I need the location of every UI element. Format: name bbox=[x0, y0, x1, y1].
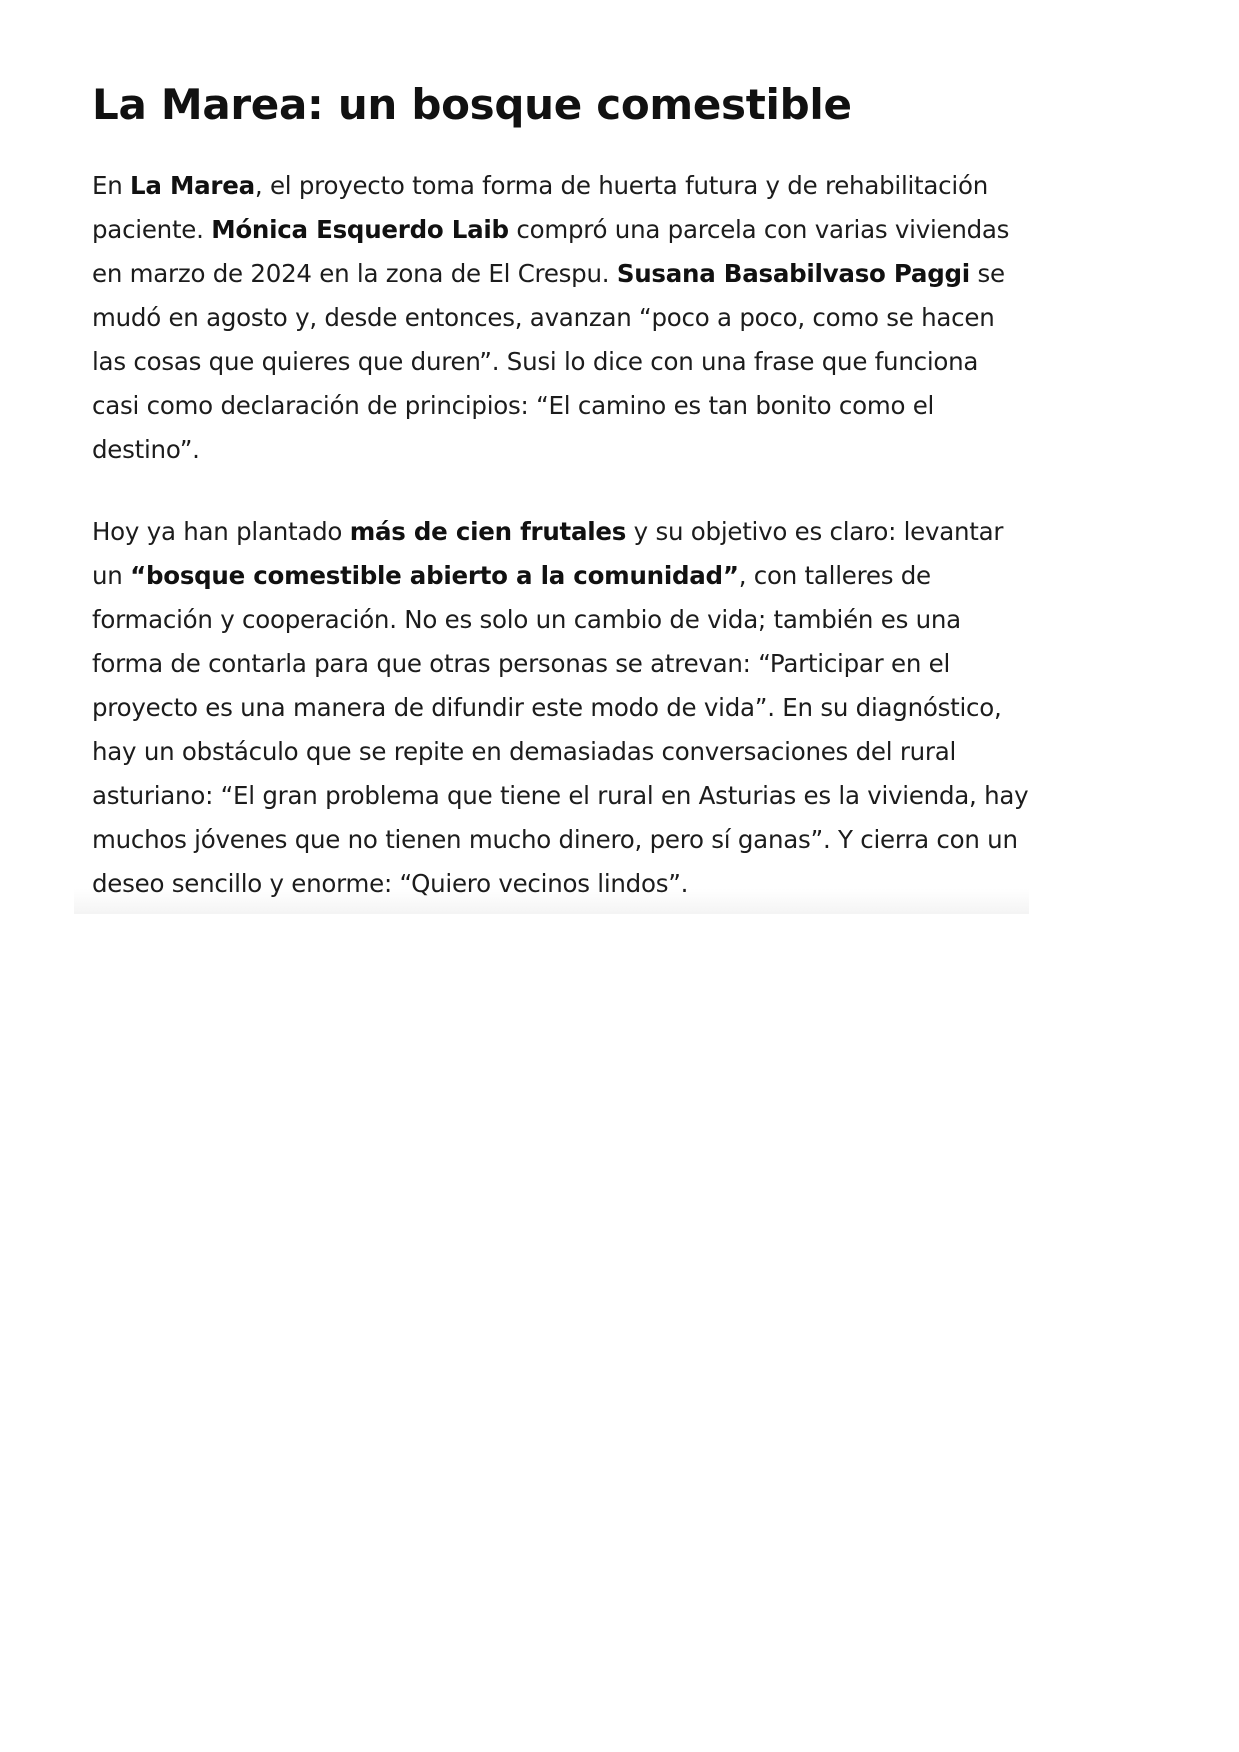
p2-bold-bosque: “bosque comestible abierto a la comunidad” bbox=[130, 561, 739, 591]
p2-text-2: y su objetivo es claro: levantar un bbox=[92, 517, 1004, 591]
p1-bold-monica: Mónica Esquerdo Laib bbox=[211, 215, 509, 245]
p1-text-3: compró una parcela con varias viviendas en marzo de 2024 en la zona de El Crespu. bbox=[92, 215, 1010, 289]
paragraph-2 bbox=[92, 510, 1029, 906]
p2-bold-frutales: más de cien frutales bbox=[349, 517, 627, 547]
p1-text-1: En bbox=[92, 171, 131, 201]
p1-bold-la-marea: La Marea bbox=[130, 171, 255, 201]
p2-text-1: Hoy ya han plantado bbox=[92, 517, 350, 547]
p1-text-4: se mudó en agosto y, desde entonces, avanzan “poco a poco, como se hacen las cosas que quieres que duren”. Susi lo dice con una frase que funciona casi como declaración de principios: “El camino es tan bonito como el destino”. bbox=[92, 259, 1005, 465]
paragraph-1 bbox=[92, 164, 1029, 472]
article bbox=[74, 70, 1029, 914]
p1-bold-susana: Susana Basabilvaso Paggi bbox=[616, 259, 970, 289]
p1-text-2: , el proyecto toma forma de huerta futura y de rehabilitación paciente. bbox=[92, 171, 988, 245]
article-title: La Marea: un bosque comestible bbox=[92, 80, 852, 129]
p2-text-3: , con talleres de formación y cooperación. No es solo un cambio de vida; también es una forma de contarla para que otras personas se atrevan: “Participar en el proyecto es una manera de difundir este modo de vida”. En su diagnóstico, hay un obstáculo que se repite en demasiadas conversaciones del rural asturiano: “El gran problema que tiene el rural en Asturias es la vivienda, hay muchos jóvenes que no tienen mucho dinero, pero sí ganas”. Y cierra con un deseo sencillo y enorme: “Quiero vecinos lindos”. bbox=[92, 561, 1029, 899]
